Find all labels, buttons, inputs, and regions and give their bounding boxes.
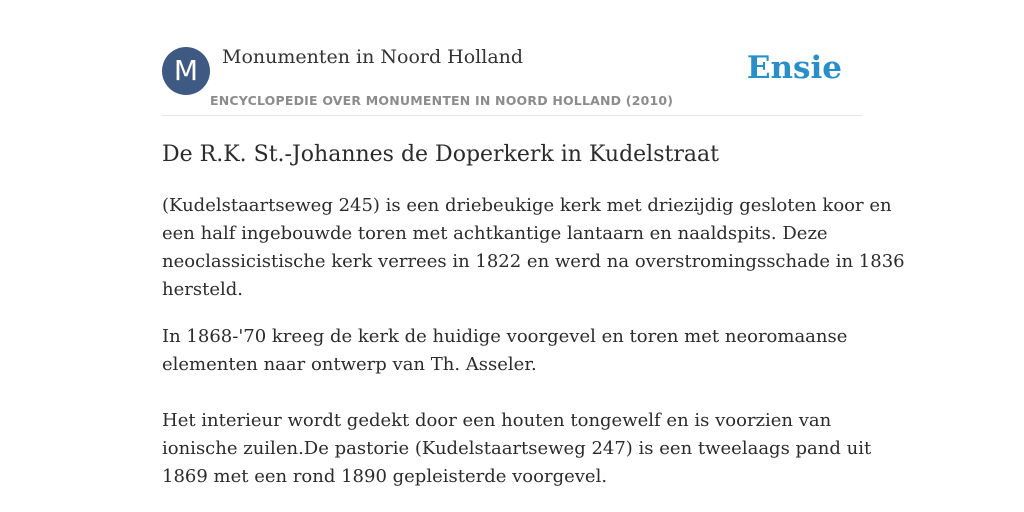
paragraph-line: elementen naar ontwerp van Th. Asseler. [162, 354, 537, 375]
entry-title: De R.K. St.-Johannes de Doperkerk in Kudelstraat [162, 142, 719, 167]
book-subtitle: ENCYCLOPEDIE OVER MONUMENTEN IN NOORD HOLLAND (2010) [210, 93, 674, 108]
line-break [162, 379, 862, 407]
brand-logo[interactable]: Ensie [746, 50, 842, 86]
paragraph-2 [162, 323, 872, 491]
paragraph-line: Het interieur wordt gedekt door een houten tongewelf en is voorzien van [162, 410, 832, 431]
paragraph-line: (Kudelstaartseweg 245) is een driebeukige kerk met driezijdig gesloten koor en [162, 195, 892, 216]
paragraph-line: een half ingebouwde toren met achtkantige lantaarn en naaldspits. Deze [162, 223, 828, 244]
paragraph-line: neoclassicistische kerk verrees in 1822 en werd na overstromingsschade in 1836 [162, 251, 905, 272]
paragraph-1 [162, 192, 905, 304]
paragraph-line: In 1868-'70 kreeg de kerk de huidige voorgevel en toren met neoromaanse [162, 326, 848, 347]
header [162, 44, 862, 116]
paragraph-line: hersteld. [162, 279, 243, 300]
book-avatar[interactable]: M [162, 47, 210, 95]
paragraph-line: 1869 met een rond 1890 gepleisterde voorgevel. [162, 466, 608, 487]
paragraph-line: ionische zuilen.De pastorie (Kudelstaartseweg 247) is een tweelaags pand uit [162, 438, 872, 459]
entry-content [162, 192, 905, 510]
book-title[interactable]: Monumenten in Noord Holland [222, 46, 524, 68]
